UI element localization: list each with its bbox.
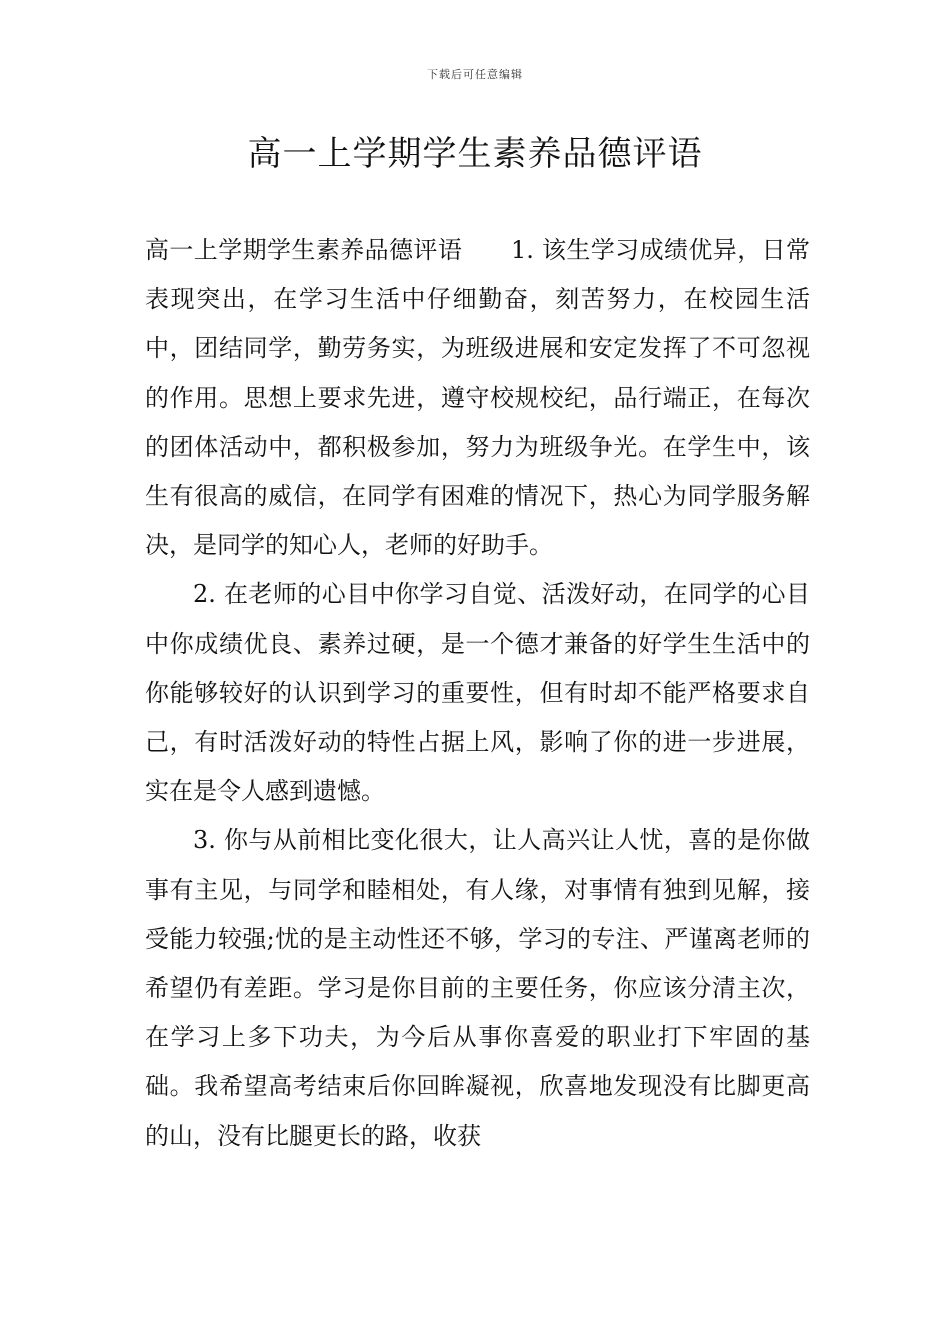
paragraph-1: 高一上学期学生素养品德评语 1. 该生学习成绩优异，日常表现突出，在学习生活中仔细勤奋，刻苦努力，在校园生活中，团结同学，勤劳务实，为班级进展和安定发挥了不可忽视的作用。思想上要求先进，遵守校规校纪，品行端正，在每次的团体活动中，都积极参加，努力为班级争光。在学生中，该生有很高的威信，在同学有困难的情况下，热心为同学服务解决，是同学的知心人，老师的好助手。 <box>145 236 810 560</box>
header-note: 下载后可任意编辑 <box>427 68 523 81</box>
paragraph-3: 3. 你与从前相比变化很大，让人高兴让人忧，喜的是你做事有主见，与同学和睦相处，有人缘，对事情有独到见解，接受能力较强;忧的是主动性还不够，学习的专注、严谨离老师的希望仍有差距。学习是你目前的主要任务，你应该分清主次，在学习上多下功夫，为今后从事你喜爱的职业打下牢固的基础。我希望高考结束后你回眸凝视，欣喜地发现没有比脚更高的山，没有比腿更长的路，收获 <box>145 826 810 1150</box>
document-body <box>145 226 810 1161</box>
page-title: 高一上学期学生素养品德评语 <box>247 134 703 174</box>
paragraph-2: 2. 在老师的心目中你学习自觉、活泼好动，在同学的心目中你成绩优良、素养过硬，是一个德才兼备的好学生生活中的你能够较好的认识到学习的重要性，但有时却不能严格要求自己，有时活泼好动的特性占据上风，影响了你的进一步进展，实在是令人感到遗憾。 <box>145 580 810 806</box>
